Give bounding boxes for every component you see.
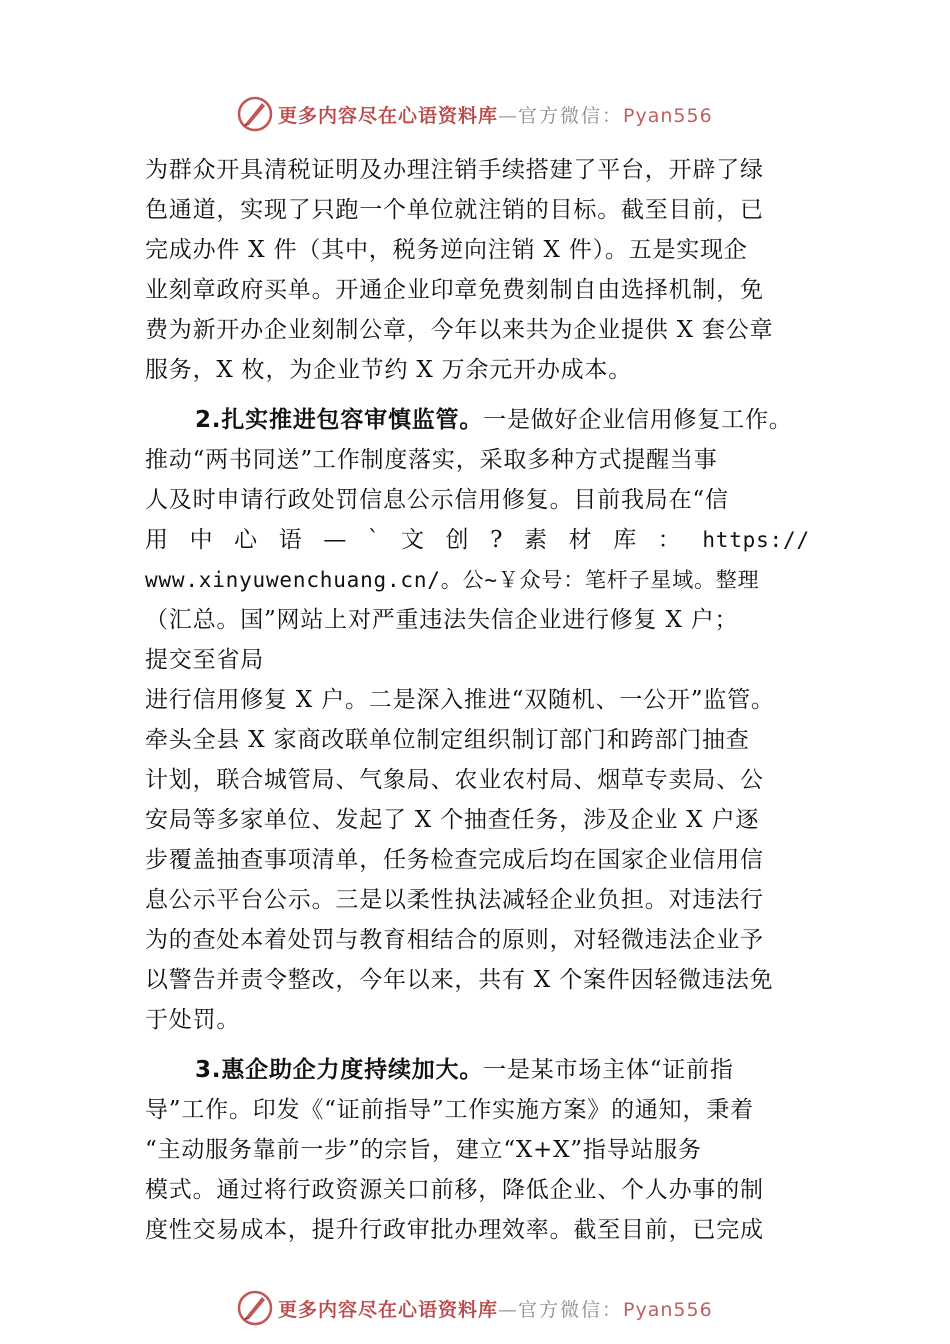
banner-handle: Pyan556 xyxy=(623,1298,713,1321)
section-heading: 2.扎实推进包容审慎监管。 xyxy=(195,407,484,433)
text-span: 一是某市场主体“证前指 xyxy=(483,1057,734,1083)
spaced-char: ` xyxy=(367,527,381,553)
paragraph-1 xyxy=(145,150,810,390)
text-line: （汇总。国”网站上对严重违法失信企业进行修复 X 户； xyxy=(145,607,739,633)
spaced-char: 材 xyxy=(568,527,593,553)
spaced-char: — xyxy=(323,527,348,553)
text-line: 牵头全县 X 家商改联单位制定组织制订部门和跨部门抽查 xyxy=(145,727,750,753)
text-line: 为的查处本着处罚与教育相结合的原则，对轻微违法企业予 xyxy=(145,927,764,953)
pen-logo-icon xyxy=(236,95,274,133)
spaced-char: 心 xyxy=(234,527,258,553)
text-line: 色通道，实现了只跑一个单位就注销的目标。截至目前，已 xyxy=(145,197,764,223)
pen-logo-icon xyxy=(236,1289,274,1327)
text-line: 息公示平台公示。三是以柔性执法减轻企业负担。对违法行 xyxy=(145,887,764,913)
text-line: “主动服务靠前一步”的宗旨，建立“X+X”指导站服务 xyxy=(145,1137,702,1163)
text-line: 人及时申请行政处罚信息公示信用修复。目前我局在“信 xyxy=(145,487,729,513)
text-line: 导”工作。印发《“证前指导”工作实施方案》的通知，秉着 xyxy=(145,1097,754,1123)
text-line: 度性交易成本，提升行政审批办理效率。截至目前，已完成 xyxy=(145,1217,764,1243)
banner-dash: — xyxy=(498,1298,519,1321)
banner-dash: — xyxy=(498,104,519,127)
text-line: 提交至省局 xyxy=(145,647,264,673)
paragraph-3 xyxy=(145,1050,810,1250)
spaced-text-line xyxy=(145,520,810,560)
text-line: 推动“两书同送”工作制度落实，采取多种方式提醒当事 xyxy=(145,447,718,473)
spaced-char: 文 xyxy=(400,527,425,553)
spaced-char: 用 xyxy=(145,527,169,553)
banner-handle: Pyan556 xyxy=(623,104,713,127)
footer-watermark-banner xyxy=(236,1288,756,1328)
section-heading: 3.惠企助企力度持续加大。 xyxy=(195,1057,484,1083)
banner-main-text: 更多内容尽在心语资料库 xyxy=(278,104,499,127)
banner-label: 官方微信： xyxy=(518,1298,624,1321)
url-text-line: www.xinyuwenchuang.cn/。公~￥众号：笔杆子星域。整理 xyxy=(145,568,760,592)
spaced-char: 素 xyxy=(524,527,548,553)
banner-text xyxy=(278,1295,713,1322)
document-body xyxy=(145,150,810,1250)
text-line: 于处罚。 xyxy=(145,1007,241,1033)
text-line: 安局等多家单位、发起了 X 个抽查任务，涉及企业 X 户逐 xyxy=(145,807,760,833)
text-line: 费为新开办企业刻制公章，今年以来共为企业提供 X 套公章 xyxy=(145,317,774,343)
banner-main-text: 更多内容尽在心语资料库 xyxy=(278,1298,499,1321)
text-line: 计划，联合城管局、气象局、农业农村局、烟草专卖局、公 xyxy=(145,767,764,793)
paragraph-2 xyxy=(145,400,810,1040)
text-line: 进行信用修复 X 户。二是深入推进“双随机、一公开”监管。 xyxy=(145,687,775,713)
spaced-char: 中 xyxy=(189,527,214,553)
header-watermark-banner xyxy=(236,94,756,134)
paragraph-2-first-line xyxy=(145,400,810,440)
text-span: 一是做好企业信用修复工作。 xyxy=(483,407,793,433)
banner-label: 官方微信： xyxy=(518,104,624,127)
url-fragment: https:// xyxy=(702,528,810,552)
paragraph-3-first-line xyxy=(145,1050,810,1090)
text-line: 模式。通过将行政资源关口前移，降低企业、个人办事的制 xyxy=(145,1177,764,1203)
text-line: 步覆盖抽查事项清单，任务检查完成后均在国家企业信用信 xyxy=(145,847,764,873)
spaced-char: ： xyxy=(657,527,682,553)
text-line: 完成办件 X 件（其中，税务逆向注销 X 件）。五是实现企 xyxy=(145,237,748,263)
text-line: 服务，X 枚，为企业节约 X 万余元开办成本。 xyxy=(145,357,633,383)
text-line: 为群众开具清税证明及办理注销手续搭建了平台，开辟了绿 xyxy=(145,157,764,183)
spaced-char: ? xyxy=(490,527,504,553)
text-line: 业刻章政府买单。开通企业印章免费刻制自由选择机制，免 xyxy=(145,277,764,303)
text-line: 以警告并责令整改，今年以来，共有 X 个案件因轻微违法免 xyxy=(145,967,774,993)
banner-text xyxy=(278,101,713,128)
spaced-char: 库 xyxy=(613,527,637,553)
spaced-char: 创 xyxy=(445,527,470,553)
spaced-char: 语 xyxy=(278,527,303,553)
